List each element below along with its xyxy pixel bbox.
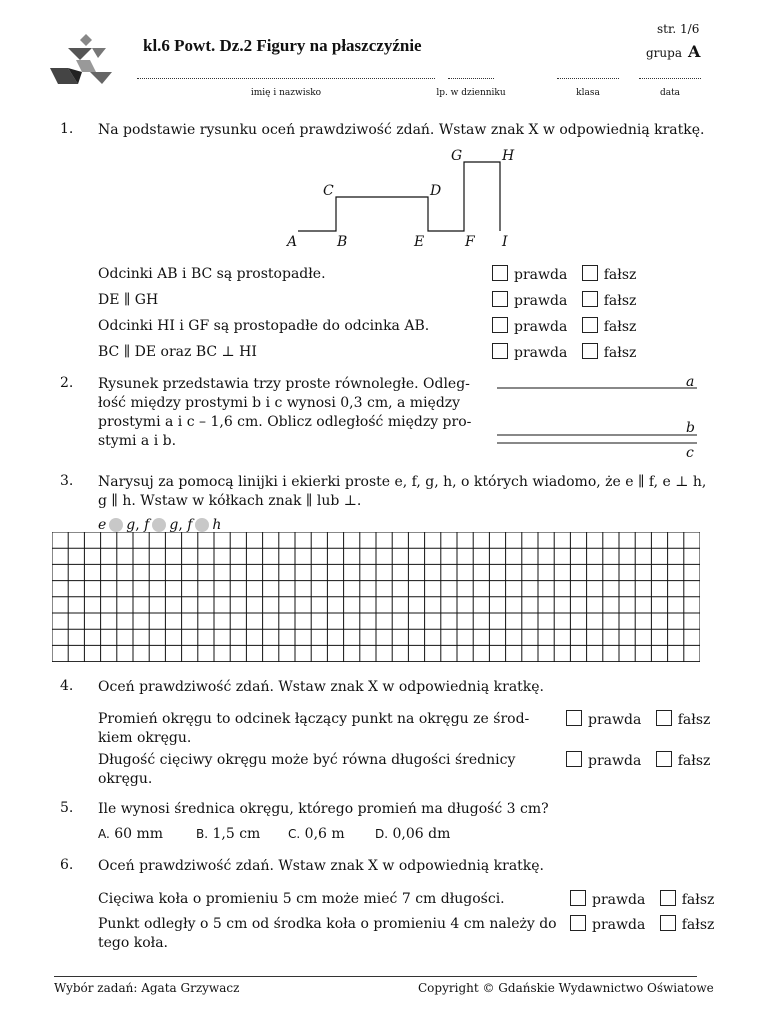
q1-point-label: I <box>502 234 508 250</box>
q1-number: 1. <box>60 121 74 137</box>
q1-point-label: G <box>451 148 463 164</box>
name-field-line[interactable] <box>137 76 435 79</box>
q1-text: Na podstawie rysunku oceń prawdziwość zdań. Wstaw znak X w odpowiednią kratkę. <box>98 122 705 138</box>
q4-statement-2: Długość cięciwy okręgu może być równa długości średnicy okręgu. <box>98 752 516 787</box>
relation-circle[interactable] <box>152 518 166 532</box>
false-checkbox[interactable] <box>656 710 672 726</box>
true-checkbox[interactable] <box>570 915 586 931</box>
true-checkbox[interactable] <box>566 751 582 767</box>
date-field-label: data <box>659 88 681 98</box>
q4-statement-1: Promień okręgu to odcinek łączący punkt na okręgu ze środ- kiem okręgu. <box>98 711 530 746</box>
q6-statement-1: Cięciwa koła o promieniu 5 cm może mieć 7 cm długości. <box>98 891 505 907</box>
q6-answer-row: prawda fałsz <box>570 890 714 908</box>
q6-text: Oceń prawdziwość zdań. Wstaw znak X w odpowiednią kratkę. <box>98 858 545 874</box>
q6-statement-2: Punkt odległy o 5 cm od środka koła o promieniu 4 cm należy do tego koła. <box>98 916 557 951</box>
false-checkbox[interactable] <box>660 915 676 931</box>
q4-text: Oceń prawdziwość zdań. Wstaw znak X w odpowiednią kratkę. <box>98 679 545 695</box>
q2-line-1: Rysunek przedstawia trzy proste równoległe. Odleg- <box>98 376 470 392</box>
q2-number: 2. <box>60 375 74 391</box>
q1-statement-4: BC ∥ DE oraz BC ⊥ HI <box>98 344 257 360</box>
q1-answer-row: prawda fałsz <box>492 265 636 283</box>
false-checkbox[interactable] <box>660 890 676 906</box>
q4-number: 4. <box>60 678 74 694</box>
q1-point-label: C <box>323 183 334 199</box>
number-field-line[interactable] <box>448 76 494 79</box>
q5-text: Ile wynosi średnica okręgu, którego promień ma długość 3 cm? <box>98 801 549 817</box>
footer-copyright: Copyright © Gdańskie Wydawnictwo Oświatowe <box>418 981 714 995</box>
true-checkbox[interactable] <box>570 890 586 906</box>
q6-number: 6. <box>60 857 74 873</box>
q1-figure <box>280 145 520 255</box>
true-checkbox[interactable] <box>492 343 508 359</box>
q2-line-3: prostymi a i c – 1,6 cm. Oblicz odległość między pro- <box>98 414 472 430</box>
class-field-label: klasa <box>576 88 600 98</box>
q5-option-d[interactable]: D. 0,06 dm <box>375 826 451 842</box>
q5-option-c[interactable]: C. 0,6 m <box>288 826 345 842</box>
false-checkbox[interactable] <box>582 265 598 281</box>
class-field-line[interactable] <box>557 76 619 79</box>
q1-point-label: D <box>430 183 442 199</box>
q2-parallel-lines <box>495 373 700 461</box>
group-value: A <box>687 42 701 61</box>
q3-line-2: g ∥ h. Wstaw w kółkach znak ∥ lub ⊥. <box>98 493 362 509</box>
relation-circle[interactable] <box>109 518 123 532</box>
group-label: grupa A <box>646 42 701 61</box>
false-checkbox[interactable] <box>582 317 598 333</box>
q4-answer-row: prawda fałsz <box>566 751 710 769</box>
q1-statement-3: Odcinki HI i GF są prostopadłe do odcinka AB. <box>98 318 430 334</box>
q3-line-1: Narysuj za pomocą linijki i ekierki proste e, f, g, h, o których wiadomo, że e ∥ f, e ⊥ h, <box>98 474 707 490</box>
date-field-line[interactable] <box>639 76 701 79</box>
page-number: str. 1/6 <box>657 22 700 36</box>
line-label: c <box>686 445 694 461</box>
line-label: b <box>686 420 695 436</box>
q1-answer-row: prawda fałsz <box>492 317 636 335</box>
q5-option-a[interactable]: A. 60 mm <box>98 826 164 842</box>
q2-line-2: łość między prostymi b i c wynosi 0,3 cm, a między <box>98 395 461 411</box>
tangram-logo <box>50 34 114 86</box>
true-checkbox[interactable] <box>566 710 582 726</box>
q1-point-label: A <box>287 234 298 250</box>
q6-answer-row: prawda fałsz <box>570 915 714 933</box>
true-checkbox[interactable] <box>492 265 508 281</box>
q1-answer-row: prawda fałsz <box>492 343 636 361</box>
relation-circle[interactable] <box>195 518 209 532</box>
name-field-label: imię i nazwisko <box>250 88 322 98</box>
q3-number: 3. <box>60 473 74 489</box>
q1-point-label: F <box>465 234 475 250</box>
drawing-grid[interactable] <box>52 532 700 662</box>
q2-line-4: stymi a i b. <box>98 433 177 449</box>
false-checkbox[interactable] <box>582 291 598 307</box>
true-checkbox[interactable] <box>492 317 508 333</box>
footer-author: Wybór zadań: Agata Grzywacz <box>54 981 240 995</box>
q4-answer-row: prawda fałsz <box>566 710 710 728</box>
q1-point-label: H <box>502 148 515 164</box>
line-label: a <box>686 374 695 390</box>
q1-statement-2: DE ∥ GH <box>98 292 159 308</box>
q5-number: 5. <box>60 800 74 816</box>
false-checkbox[interactable] <box>656 751 672 767</box>
q1-statement-1: Odcinki AB i BC są prostopadłe. <box>98 266 326 282</box>
q1-answer-row: prawda fałsz <box>492 291 636 309</box>
true-checkbox[interactable] <box>492 291 508 307</box>
footer-divider <box>54 976 697 977</box>
q3-relations: e g, f g, f h <box>98 517 222 533</box>
page-title: kl.6 Powt. Dz.2 Figury na płaszczyźnie <box>143 36 422 55</box>
q1-point-label: B <box>337 234 348 250</box>
q1-point-label: E <box>414 234 425 250</box>
q5-option-b[interactable]: B. 1,5 cm <box>196 826 261 842</box>
false-checkbox[interactable] <box>582 343 598 359</box>
number-field-label: lp. w dzienniku <box>436 88 506 98</box>
